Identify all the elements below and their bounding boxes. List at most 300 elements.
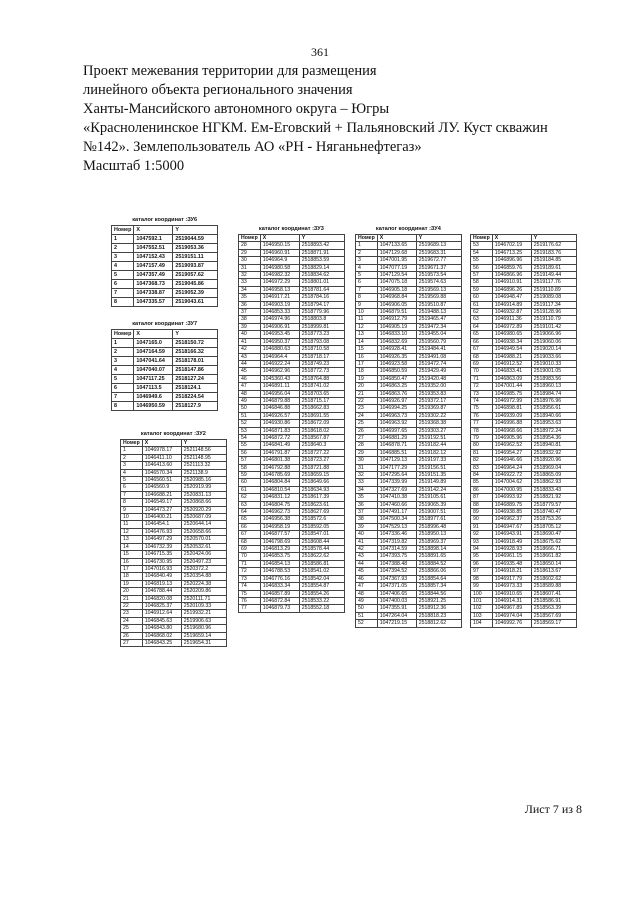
table-row bbox=[471, 301, 577, 308]
table-row bbox=[356, 338, 462, 345]
table-cell: 1046881.29 bbox=[377, 434, 416, 441]
table-cell: 1046863.76 bbox=[377, 390, 416, 397]
table-cell: 1046910.91 bbox=[492, 279, 531, 286]
table-cell: 1046730.95 bbox=[142, 558, 181, 565]
table-row bbox=[239, 531, 345, 538]
table-cell: 2519372.17 bbox=[416, 397, 461, 404]
table-cell: 36 bbox=[239, 301, 261, 308]
table-cell: 1047357.49 bbox=[134, 271, 173, 280]
table-row bbox=[239, 412, 345, 419]
table-cell: 1046473.27 bbox=[142, 506, 181, 513]
table-row bbox=[356, 472, 462, 479]
column-header: Y bbox=[299, 235, 344, 242]
table-row bbox=[112, 357, 218, 366]
table-row bbox=[471, 479, 577, 486]
table-cell: 2518801.01 bbox=[299, 279, 344, 286]
table-cell: 1046906.05 bbox=[377, 301, 416, 308]
table-cell: 72 bbox=[239, 568, 261, 575]
table-cell: 1047129.54 bbox=[377, 272, 416, 279]
table-cell: 1046400.21 bbox=[142, 514, 181, 521]
table-cell: 41 bbox=[239, 338, 261, 345]
table-cell: 2519420.48 bbox=[416, 375, 461, 382]
table-cell: 70 bbox=[471, 368, 493, 375]
table-cell: 1046850.59 bbox=[377, 368, 416, 375]
table-row bbox=[112, 384, 218, 393]
table-cell: 1046973.33 bbox=[492, 583, 531, 590]
table-row bbox=[471, 272, 577, 279]
table-row bbox=[121, 447, 227, 454]
catalog-caption bbox=[470, 225, 577, 234]
table-row bbox=[239, 583, 345, 590]
table-cell: 61 bbox=[471, 301, 493, 308]
table-cell: 2519182.12 bbox=[416, 449, 461, 456]
table-cell: 2518666.71 bbox=[531, 546, 576, 553]
table-cell: 1046804.75 bbox=[260, 501, 299, 508]
table-cell: 2520111.71 bbox=[181, 595, 226, 602]
table-cell: 66 bbox=[471, 338, 493, 345]
table-cell: 2518779.57 bbox=[531, 501, 576, 508]
table-cell: 2518127.24 bbox=[173, 375, 218, 384]
table-cell: 2518932.92 bbox=[531, 449, 576, 456]
table-cell: 4 bbox=[121, 469, 143, 476]
table-cell: 2520920.29 bbox=[181, 506, 226, 513]
table-cell: 1046896.26 bbox=[492, 286, 531, 293]
table-row bbox=[239, 279, 345, 286]
table-row bbox=[356, 479, 462, 486]
table-cell: 1047371.05 bbox=[377, 583, 416, 590]
table-cell: 2518675.62 bbox=[531, 538, 576, 545]
table-cell: 50 bbox=[356, 605, 378, 612]
table-cell: 55 bbox=[471, 257, 493, 264]
column-header: X bbox=[134, 330, 173, 339]
title-line: №142». Землепользователь АО «РН - Няганьнефтегаз» bbox=[83, 139, 422, 155]
table-row bbox=[356, 538, 462, 545]
table-cell: 2518884.52 bbox=[416, 560, 461, 567]
table-cell: 1046906.91 bbox=[260, 323, 299, 330]
table-row bbox=[471, 405, 577, 412]
table-row bbox=[356, 323, 462, 330]
table-cell: 2518912.36 bbox=[416, 605, 461, 612]
table-cell: 2519045.86 bbox=[173, 280, 218, 289]
table-cell: 1046871.83 bbox=[260, 427, 299, 434]
table-row bbox=[121, 484, 227, 491]
table-cell: 1046905.96 bbox=[492, 434, 531, 441]
table-cell: 2518572.6 bbox=[299, 516, 344, 523]
table-cell: 2519573.54 bbox=[416, 272, 461, 279]
table-cell: 1046911.36 bbox=[492, 316, 531, 323]
table-cell: 18 bbox=[121, 573, 143, 580]
table-cell: 2519156.51 bbox=[416, 464, 461, 471]
table-row bbox=[356, 457, 462, 464]
table-row bbox=[471, 316, 577, 323]
table-cell: 2518866.06 bbox=[416, 568, 461, 575]
table-cell: 2518833.43 bbox=[531, 486, 576, 493]
table-row bbox=[112, 348, 218, 357]
table-cell: 1046702.19 bbox=[492, 242, 531, 249]
table-cell: 13 bbox=[121, 536, 143, 543]
table-header-row bbox=[471, 235, 577, 242]
table-cell: 2518613.67 bbox=[531, 568, 576, 575]
table-cell: 1046949.54 bbox=[492, 346, 531, 353]
table-cell: 1046850.47 bbox=[377, 375, 416, 382]
table-cell: 1046938.34 bbox=[492, 338, 531, 345]
table-cell: 65 bbox=[239, 516, 261, 523]
table-cell: 2518178.01 bbox=[173, 357, 218, 366]
table-cell: 2518983.56 bbox=[531, 375, 576, 382]
table-row bbox=[239, 360, 345, 367]
table-cell: 1046840.49 bbox=[142, 573, 181, 580]
table-cell: 1046964.4 bbox=[260, 353, 299, 360]
table-cell: 39 bbox=[356, 523, 378, 530]
table-cell: 1046950.37 bbox=[260, 338, 299, 345]
table-cell: 2519117.34 bbox=[531, 301, 576, 308]
table-cell: 2 bbox=[121, 454, 143, 461]
table-row bbox=[471, 309, 577, 316]
table-cell: 2518812.62 bbox=[416, 620, 461, 627]
table-row bbox=[471, 427, 577, 434]
table-row bbox=[239, 294, 345, 301]
table-cell: 1046954.27 bbox=[492, 449, 531, 456]
catalog-zu2 bbox=[120, 430, 227, 647]
table-cell: 2519472.34 bbox=[416, 323, 461, 330]
table-cell: 1046776.16 bbox=[260, 575, 299, 582]
table-cell: 99 bbox=[471, 583, 493, 590]
table-cell: 8 bbox=[112, 298, 134, 307]
table-cell: 39 bbox=[239, 323, 261, 330]
table-cell: 73 bbox=[239, 575, 261, 582]
table-cell: 2518649.66 bbox=[299, 479, 344, 486]
table-cell: 2519574.63 bbox=[416, 279, 461, 286]
table-cell: 2519093.87 bbox=[173, 262, 218, 271]
table-cell: 2518741.02 bbox=[299, 383, 344, 390]
table-cell: 11 bbox=[356, 316, 378, 323]
table-cell: 17 bbox=[356, 360, 378, 367]
table-cell: 53 bbox=[239, 427, 261, 434]
table-cell: 1046843.25 bbox=[142, 639, 181, 646]
table-cell: 9 bbox=[121, 506, 143, 513]
table-cell: 1047041.64 bbox=[134, 357, 173, 366]
table-row bbox=[356, 509, 462, 516]
table-cell: 2518818.23 bbox=[416, 612, 461, 619]
table-cell: 1046972.99 bbox=[492, 397, 531, 404]
table-cell: 35 bbox=[239, 294, 261, 301]
table-cell: 1046938.85 bbox=[492, 509, 531, 516]
table-cell: 62 bbox=[239, 494, 261, 501]
table-cell: 2518640.3 bbox=[299, 442, 344, 449]
table-cell: 1046833.34 bbox=[260, 583, 299, 590]
column-header: X bbox=[492, 235, 531, 242]
table-cell: 1046922.72 bbox=[492, 472, 531, 479]
page-number: 361 bbox=[311, 45, 329, 59]
table-row bbox=[121, 580, 227, 587]
table-cell: 1047355.91 bbox=[377, 605, 416, 612]
column-header: Номер bbox=[112, 226, 134, 235]
table-row bbox=[112, 375, 218, 384]
table-cell: 37 bbox=[356, 509, 378, 516]
table-cell: 2520209.86 bbox=[181, 588, 226, 595]
table-cell: 1046974.04 bbox=[492, 612, 531, 619]
table-row bbox=[112, 253, 218, 262]
table-cell: 1046923.58 bbox=[377, 360, 416, 367]
table-cell: 75 bbox=[471, 405, 493, 412]
table-cell: 5 bbox=[121, 477, 143, 484]
table-cell: 1047491.17 bbox=[377, 509, 416, 516]
table-cell: 1047319.82 bbox=[377, 538, 416, 545]
table-cell: 1046918.21 bbox=[492, 568, 531, 575]
table-row bbox=[471, 509, 577, 516]
table-row bbox=[471, 412, 577, 419]
column-header: X bbox=[260, 235, 299, 242]
table-row bbox=[239, 553, 345, 560]
table-row bbox=[356, 583, 462, 590]
table-row bbox=[239, 494, 345, 501]
table-cell: 2518567.69 bbox=[531, 612, 576, 619]
table-cell: 29 bbox=[239, 249, 261, 256]
table-row bbox=[121, 595, 227, 602]
table-row bbox=[356, 442, 462, 449]
table-row bbox=[239, 597, 345, 604]
table-cell: 85 bbox=[471, 479, 493, 486]
table-cell: 2520224.38 bbox=[181, 580, 226, 587]
table-cell: 88 bbox=[471, 501, 493, 508]
table-row bbox=[471, 397, 577, 404]
table-cell: 1046866.96 bbox=[492, 272, 531, 279]
table-cell: 2519149.89 bbox=[416, 479, 461, 486]
table-row bbox=[356, 397, 462, 404]
table-row bbox=[471, 449, 577, 456]
table-cell: 2519001.05 bbox=[531, 368, 576, 375]
table-cell: 25 bbox=[121, 625, 143, 632]
table-cell: 1047460.66 bbox=[377, 501, 416, 508]
catalog-zu4-continued bbox=[470, 225, 577, 628]
table-row bbox=[471, 279, 577, 286]
table-cell: 66 bbox=[239, 523, 261, 530]
table-cell: 1046903.19 bbox=[260, 301, 299, 308]
table-cell: 1046914.89 bbox=[492, 301, 531, 308]
table-cell: 16 bbox=[121, 558, 143, 565]
table-row bbox=[239, 575, 345, 582]
table-cell: 2520687.09 bbox=[181, 514, 226, 521]
table-cell: 1 bbox=[121, 447, 143, 454]
table-cell: 2518772.73 bbox=[299, 368, 344, 375]
table-row bbox=[356, 286, 462, 293]
table-cell: 51 bbox=[356, 612, 378, 619]
table-cell: 63 bbox=[239, 501, 261, 508]
table-cell: 2518940.66 bbox=[531, 412, 576, 419]
table-cell: 2518541.02 bbox=[299, 568, 344, 575]
table-cell: 2519689.13 bbox=[416, 242, 461, 249]
table-cell: 2518690.47 bbox=[531, 531, 576, 538]
table-cell: 2519368.38 bbox=[416, 420, 461, 427]
table-cell: 74 bbox=[471, 397, 493, 404]
table-cell: 2518650.14 bbox=[531, 560, 576, 567]
table-cell: 48 bbox=[356, 590, 378, 597]
table-cell: 42 bbox=[239, 346, 261, 353]
table-row bbox=[356, 546, 462, 553]
table-cell: 1046947.67 bbox=[492, 523, 531, 530]
table-cell: 2519672.77 bbox=[416, 257, 461, 264]
table-row bbox=[356, 560, 462, 567]
table-cell: 40 bbox=[356, 531, 378, 538]
table-cell: 7 bbox=[121, 491, 143, 498]
catalog-zu6 bbox=[111, 216, 218, 307]
table-cell: 4 bbox=[112, 262, 134, 271]
table-cell: 1047133.65 bbox=[377, 242, 416, 249]
table-row bbox=[471, 338, 577, 345]
table-row bbox=[471, 531, 577, 538]
table-cell: 7 bbox=[356, 286, 378, 293]
table-cell: 26 bbox=[121, 632, 143, 639]
table-cell: 1046935.48 bbox=[492, 560, 531, 567]
table-cell: 1046713.25 bbox=[492, 249, 531, 256]
table-cell: 2520497.23 bbox=[181, 558, 226, 565]
table-cell: 2518891.65 bbox=[416, 553, 461, 560]
table-cell: 2518721.88 bbox=[299, 464, 344, 471]
table-cell: 92 bbox=[471, 531, 493, 538]
table-row bbox=[239, 523, 345, 530]
table-cell: 1046833.41 bbox=[492, 368, 531, 375]
table-cell: 1046853.75 bbox=[260, 553, 299, 560]
table-row bbox=[239, 464, 345, 471]
table-cell: 2518865.09 bbox=[531, 472, 576, 479]
table-cell: 1047040.07 bbox=[134, 366, 173, 375]
table-cell: 2518710.58 bbox=[299, 346, 344, 353]
table-cell: 2518853.59 bbox=[299, 257, 344, 264]
table-cell: 89 bbox=[471, 509, 493, 516]
catalog-caption: каталог координат :ЗУ7 bbox=[132, 321, 198, 327]
table-header-row bbox=[112, 226, 218, 235]
table-cell: 20 bbox=[356, 383, 378, 390]
table-row bbox=[239, 472, 345, 479]
table-cell: 2519151.11 bbox=[173, 253, 218, 262]
table-row bbox=[121, 573, 227, 580]
table-cell: 23 bbox=[121, 610, 143, 617]
table-cell: 7 bbox=[112, 393, 134, 402]
coordinate-table bbox=[111, 225, 218, 307]
table-cell: 29 bbox=[356, 449, 378, 456]
table-cell: 19 bbox=[121, 580, 143, 587]
table-cell: 59 bbox=[471, 286, 493, 293]
table-cell: 2519128.96 bbox=[531, 309, 576, 316]
table-cell: 21 bbox=[356, 390, 378, 397]
table-cell: 2519142.24 bbox=[416, 486, 461, 493]
table-cell: 2519472.74 bbox=[416, 360, 461, 367]
table-cell: 15 bbox=[121, 551, 143, 558]
catalog-caption: каталог координат :ЗУ6 bbox=[132, 217, 198, 223]
table-cell: 1046872.72 bbox=[260, 434, 299, 441]
table-row bbox=[471, 605, 577, 612]
table-cell: 2520919.99 bbox=[181, 484, 226, 491]
table-cell: 2519149.44 bbox=[531, 272, 576, 279]
table-cell: 12 bbox=[356, 323, 378, 330]
table-row bbox=[121, 528, 227, 535]
table-cell: 10 bbox=[356, 309, 378, 316]
table-cell: 2519197.33 bbox=[416, 457, 461, 464]
table-cell: 28 bbox=[356, 442, 378, 449]
table-row bbox=[471, 434, 577, 441]
table-cell: 30 bbox=[239, 257, 261, 264]
table-cell: 8 bbox=[112, 402, 134, 411]
table-row bbox=[471, 583, 577, 590]
table-cell: 2519429.49 bbox=[416, 368, 461, 375]
table-cell: 1047117.25 bbox=[134, 375, 173, 384]
table-cell: 1046688.21 bbox=[142, 491, 181, 498]
table-cell: 2519680.96 bbox=[181, 625, 226, 632]
table-row bbox=[356, 531, 462, 538]
table-row bbox=[356, 272, 462, 279]
table-cell: 2520985.16 bbox=[181, 477, 226, 484]
table-row bbox=[356, 242, 462, 249]
table-cell: 2519654.31 bbox=[181, 639, 226, 646]
table-row bbox=[471, 383, 577, 390]
table-cell: 2518586.81 bbox=[299, 560, 344, 567]
table-cell: 2518723.27 bbox=[299, 457, 344, 464]
table-cell: 1046963.73 bbox=[377, 412, 416, 419]
table-cell: 2518969.37 bbox=[416, 538, 461, 545]
table-cell: 2518829.14 bbox=[299, 264, 344, 271]
table-row bbox=[239, 257, 345, 264]
table-cell: 1046843.80 bbox=[142, 625, 181, 632]
table-cell: 2518794.17 bbox=[299, 301, 344, 308]
table-cell: 2518753.26 bbox=[531, 516, 576, 523]
table-cell: 2518147.86 bbox=[173, 366, 218, 375]
table-cell: 6 bbox=[356, 279, 378, 286]
table-cell: 44 bbox=[239, 360, 261, 367]
coordinate-table bbox=[355, 234, 462, 628]
table-row bbox=[239, 316, 345, 323]
table-row bbox=[112, 289, 218, 298]
table-cell: 81 bbox=[471, 449, 493, 456]
table-cell: 1046413.60 bbox=[142, 462, 181, 469]
table-cell: 2518150.72 bbox=[173, 339, 218, 348]
column-header: X bbox=[134, 226, 173, 235]
table-row bbox=[356, 294, 462, 301]
table-cell: 1047327.69 bbox=[377, 486, 416, 493]
table-cell: 30 bbox=[356, 457, 378, 464]
table-row bbox=[112, 393, 218, 402]
table-row bbox=[121, 543, 227, 550]
table-cell: 2518661.82 bbox=[531, 553, 576, 560]
table-cell: 2518950.13 bbox=[416, 531, 461, 538]
table-cell: 2518715.17 bbox=[299, 397, 344, 404]
title-line: Ханты-Мансийского автономного округа – Югры bbox=[83, 101, 390, 117]
table-cell: 2520831.13 bbox=[181, 491, 226, 498]
table-cell: 10 bbox=[121, 514, 143, 521]
table-cell: 16 bbox=[356, 353, 378, 360]
table-cell: 1046825.37 bbox=[142, 602, 181, 609]
table-cell: 6 bbox=[112, 280, 134, 289]
table-cell: 69 bbox=[471, 360, 493, 367]
table-cell: 2519671.37 bbox=[416, 264, 461, 271]
table-cell: 1046972.89 bbox=[492, 323, 531, 330]
table-cell: 56 bbox=[239, 449, 261, 456]
table-row bbox=[471, 346, 577, 353]
table-cell: 27 bbox=[356, 434, 378, 441]
catalog-zu4 bbox=[355, 225, 462, 628]
table-cell: 1047077.19 bbox=[377, 264, 416, 271]
table-cell: 40 bbox=[239, 331, 261, 338]
table-cell: 1047367.93 bbox=[377, 575, 416, 582]
table-row bbox=[121, 617, 227, 624]
table-cell: 1047016.93 bbox=[142, 565, 181, 572]
table-cell: 2519184.85 bbox=[531, 257, 576, 264]
table-row bbox=[239, 353, 345, 360]
table-cell: 3 bbox=[356, 257, 378, 264]
table-row bbox=[356, 346, 462, 353]
table-row bbox=[112, 280, 218, 289]
table-row bbox=[121, 499, 227, 506]
table-cell: 1047113.5 bbox=[134, 384, 173, 393]
